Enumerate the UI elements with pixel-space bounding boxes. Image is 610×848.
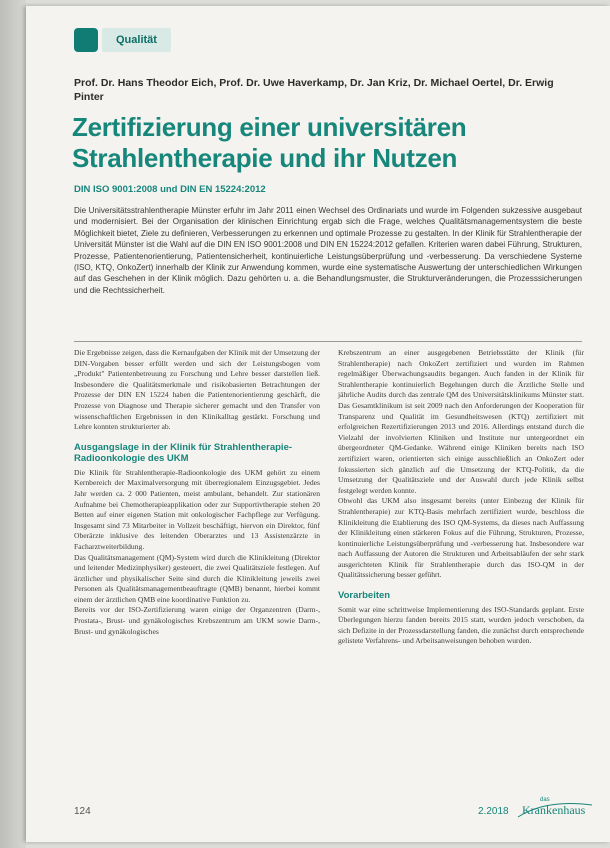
issue-number: 2.2018 bbox=[478, 806, 509, 817]
logo-name: Krankenhaus bbox=[522, 803, 586, 817]
paragraph: Die Klinik für Strahlentherapie-Radioonkologie des UKM gehört zu einem Kernbereich der Maximalversorgung mit überregionalem Einzugsgebiet. Jedes Jahr werden ca. 2 000 Patienten, meist ambulant, behandelt. Zur stationären Aufnahme bei Chemotherapieapplikation oder zur Supportivtherapie stehen 20 Betten auf einer eigenen Station mit onkologischer Fachpflege zur Verfügung. Insgesamt sind 73 Mitarbeiter in Vollzeit beschäftigt, hiervon ein Direktor, fünf Oberärzte inklusive des leitenden Oberarztes und 13 Assistenzärzte in Facharztweiterbildung. bbox=[74, 467, 320, 551]
page-number: 124 bbox=[74, 806, 91, 817]
article-title: Zertifizierung einer universitären Strahlentherapie und ihr Nutzen bbox=[72, 112, 467, 173]
paragraph: Bereits vor der ISO-Zertifizierung waren einige der Organzentren (Darm-, Prostata-, Brust- und gynäkologisches Krebszentrum am UKM sowie Darm-, Brust- und gynäkologisches bbox=[74, 605, 320, 636]
section-heading-vorarbeiten: Vorarbeiten bbox=[338, 590, 391, 602]
body-column-right bbox=[338, 348, 584, 647]
paragraph: Obwohl das UKM also insgesamt bereits (unter Einbezug der Klinik für Strahlentherapie) zur KTQ-Basis mehrfach zertifiziert wurde, beschloss die Klinikleitung die Etablierung des ISO QM-Systems, da dieses nach Auffassung der Klinikleitung einen stärkeren Fokus auf die Führung, Strukturen, Prozesse, kontinuierliche Leistungsüberprüfung und -verbesserung hat. Insbesondere war nach Auffassung der Autoren die Strukturen und Arbeitsabläufen der sehr stark ausgerichteten Klinik für Strahlentherapie durch das ISO-QM in der Qualitätssicherung besser geführt. bbox=[338, 496, 584, 580]
logo-prefix: das bbox=[540, 797, 550, 803]
paragraph: Das Qualitätsmanagement (QM)-System wird durch die Klinikleitung (Direktor und leitender Medizinphysiker) gesteuert, die zwei Qualitätsziele festlegen. Auf ärztlicher und physikalischer Seite sind durch die Klinikleitung jeweils zwei Personen als Qualitätsmanagementbeauftragte (QMB) benannt, hierbei kommt einem der ärztlichen QMB eine koordinative Funktion zu. bbox=[74, 552, 320, 604]
paragraph: Somit war eine schrittweise Implementierung des ISO-Standards geplant. Erste Überlegungen hierzu fanden bereits 2015 statt, wurden jedoch verschoben, da sich Defizite in der Prozessdarstellung fanden, die zunächst durch entsprechende gelistete Verfahrens- und Arbeitsanweisungen behoben wurden. bbox=[338, 604, 584, 646]
rubric-square-icon bbox=[74, 28, 98, 52]
paragraph: Krebszentrum an einer ausgegebenen Betriebsstätte der Klinik (für Strahlentherapie) nach OnkoZert zertifiziert und wurden im Rahmen regelmäßiger Überwachungsaudits begangen. Auch fanden in der Klinik für Strahlentherapie kontinuierlich Begehungen durch die Ärztliche Stelle und jährliche Audits durch das zentrale QM des Universitätsklinikums Münster statt. Das Gesamtklinikum ist seit 2009 nach den Anforderungen der Kooperation für Transparenz und Qualität im Gesundheitswesen (KTQ) zertifiziert mit erfolgreichen Rezertifizierungen 2013 und 2016. Allerdings entstand durch die Vielzahl der involvierten Kliniken und Institute nur untergeordnet ein übergeordneter QM-Gedanke. Während einige Kliniken bereits nach ISO zertifiziert waren, orientierten sich einige ausschließlich an OnkoZert oder fokussierten sich gänzlich auf die Umsetzung der KTQ-Politik, da die Umsetzung der Qualitätsziele und der Auswahl durch jede Klinik selbst festgelegt werden konnte. bbox=[338, 348, 584, 495]
paragraph-intro: Die Ergebnisse zeigen, dass die Kernaufgaben der Klinik mit der Umsetzung der DIN-Vorgaben besser erfüllt werden und sich der Leistungsbogen vom „Produkt" Patientenbetreuung zu Forschung und Lehre besser darstellen ließ. Insbesondere die Qualitätsmerkmale und risikobasierten Betrachtungen der Prozesse der DIN EN 15224 haben die Patientenorientierung geschärft, die Prozesse von Diagnose und Therapie sicherer gemacht und den Transfer von wissenschaftlichen Ergebnissen in den Klinikalltag gestärkt. Forschung und Lehre konnten strukturierter ab. bbox=[74, 348, 320, 432]
author-list: Prof. Dr. Hans Theodor Eich, Prof. Dr. Uwe Haverkamp, Dr. Jan Kriz, Dr. Michael Oertel, Dr. Erwig Pinter bbox=[74, 77, 554, 103]
magazine-logo bbox=[516, 797, 596, 823]
rubric-label: Qualität bbox=[102, 28, 171, 52]
article-subtitle: DIN ISO 9001:2008 und DIN EN 15224:2012 bbox=[74, 184, 266, 195]
binding-gutter bbox=[0, 0, 26, 848]
rubric bbox=[74, 28, 171, 52]
divider bbox=[74, 341, 582, 342]
section-heading-ausgangslage: Ausgangslage in der Klinik für Strahlentherapie-Radioonkologie des UKM bbox=[74, 441, 293, 465]
document-page bbox=[26, 6, 610, 842]
body-column-left bbox=[74, 348, 320, 637]
abstract: Die Universitätsstrahlentherapie Münster erfuhr im Jahr 2011 einen Wechsel des Ordinariats und wurde im Folgenden sukzessive ausgebaut und modernisiert. Bei der Organisation der klinischen Einrichtung ergab sich die Frage, welches Qualitätsmanagementsystem die beste Möglichkeit bietet, Ziele zu definieren, Verbesserungen zu erkennen und optimale Prozesse zu gestalten. In der Klinik für Strahlentherapie der Universität Münster ist die Wahl auf die DIN EN ISO 9001:2008 und DIN EN 15224:2012 gefallen. Kriterien waren dabei Führung, Strukturen, Prozesse, Patientenorientierung, Patientensicherheit, kontinuierliche Leistungsüberprüfung und -verbesserung. Da verschiedene Systeme (ISO, KTQ, OnkoZert) innerhalb der Klinik zur Anwendung kommen, wurde eine systematische Auswertung der unterschiedlichen Wirkungen auf das Geschehen in der Klinik möglich. Dazu gehörten u. a. die Behandlungsmuster, die Strukturveränderungen, die Prozesssicherungen und die Rechtssicherheit. bbox=[74, 206, 582, 295]
